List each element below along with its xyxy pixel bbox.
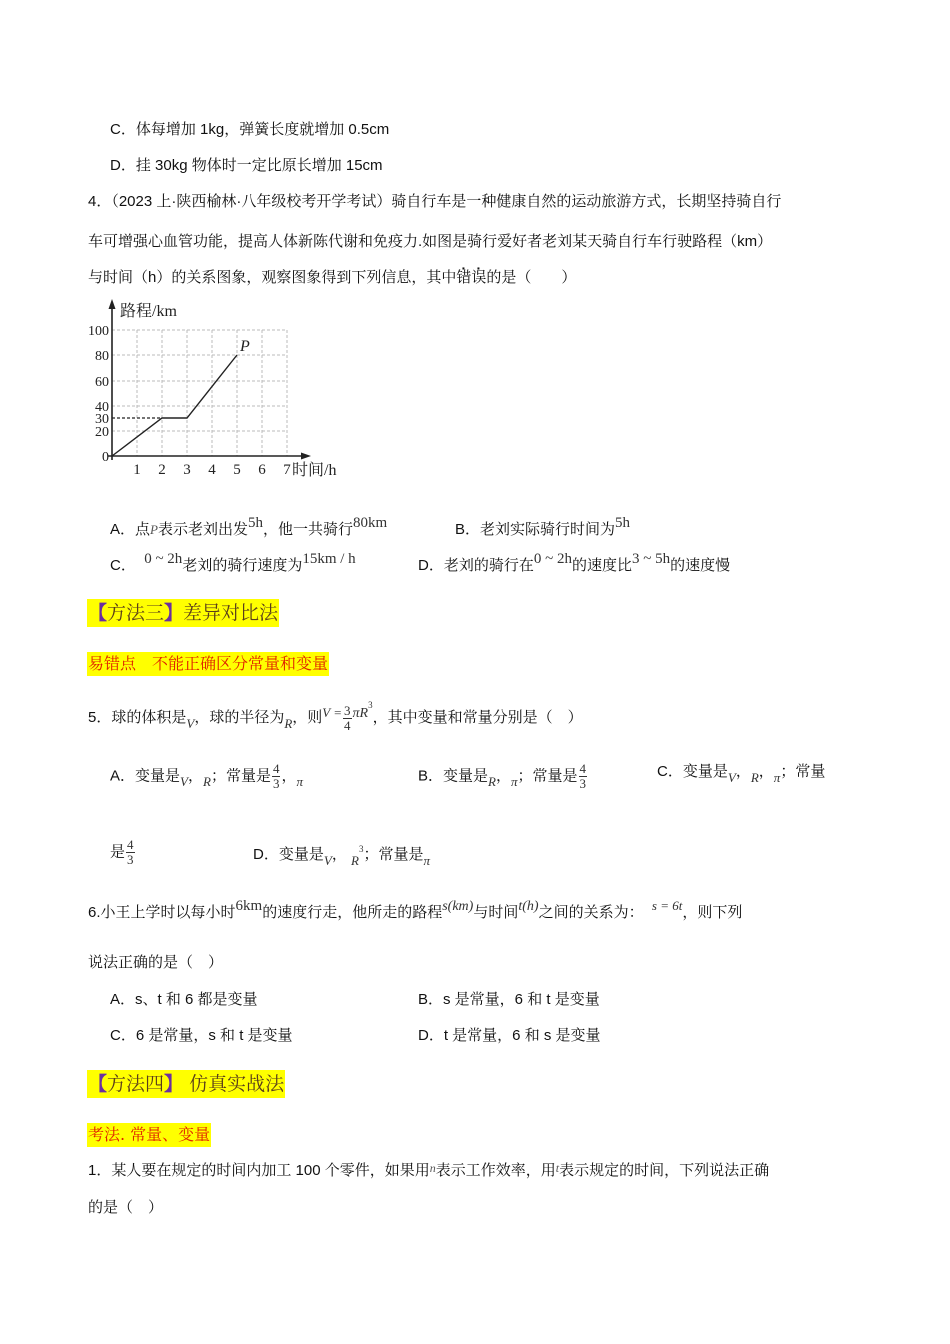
formula-rhs: πR bbox=[352, 706, 369, 721]
q4-option-b bbox=[455, 515, 631, 540]
q6-option-b bbox=[418, 990, 600, 1010]
fraction bbox=[579, 762, 588, 791]
option-text: 老刘的骑行在 bbox=[443, 557, 534, 574]
answer-blank: 的是（ ） bbox=[486, 269, 577, 286]
q6-stem-line2: 说法正确的是（ ） bbox=[88, 954, 224, 971]
option-text: ，他一共骑行 bbox=[263, 521, 354, 538]
exponent: 3 bbox=[368, 700, 373, 710]
separator: ， bbox=[735, 763, 751, 780]
math-expr: 5h bbox=[615, 515, 631, 531]
method-name: 方法四 bbox=[107, 1073, 165, 1095]
x-tick: 3 bbox=[183, 462, 191, 478]
q4-stem-line3 bbox=[88, 268, 576, 288]
math-const: π bbox=[296, 774, 303, 790]
question-text: 与时间 bbox=[473, 904, 519, 921]
x-tick: 1 bbox=[133, 462, 141, 478]
q6-stem-line1 bbox=[88, 898, 743, 924]
question-number: 6. bbox=[88, 904, 101, 921]
option-text: 变量是 bbox=[135, 767, 181, 785]
q5-option-b bbox=[418, 762, 588, 791]
y-tick: 40 bbox=[95, 400, 109, 415]
question-text: 小王上学时以每小时 bbox=[100, 904, 236, 921]
math-var: R bbox=[750, 770, 759, 785]
practice-q1-line2: 的是（ ） bbox=[88, 1199, 164, 1216]
denominator: 3 bbox=[127, 852, 134, 867]
math-var: n bbox=[429, 1161, 436, 1175]
option-label: B． bbox=[418, 991, 444, 1008]
sub-heading-error-point: 易错点 不能正确区分常量和变量 bbox=[87, 652, 329, 676]
option-label: D． bbox=[418, 557, 444, 574]
option-text: 挂 30kg 物体时一定比原长增加 15cm bbox=[135, 157, 383, 174]
option-text: s、t 和 6 都是变量 bbox=[135, 991, 258, 1008]
math-expr: 6km bbox=[235, 898, 263, 914]
bracket: 【 bbox=[88, 602, 108, 624]
question-number: 1． bbox=[88, 1162, 112, 1179]
option-text: 6 是常量，s 和 t 是变量 bbox=[135, 1027, 293, 1044]
option-text: 点 bbox=[135, 521, 151, 538]
q6-option-d bbox=[418, 1026, 601, 1046]
numerator: 4 bbox=[579, 761, 587, 776]
x-axis-label: 时间/h bbox=[292, 462, 337, 479]
q3-option-c bbox=[110, 120, 389, 140]
q4-stem-line1 bbox=[88, 192, 781, 212]
y-tick: 30 bbox=[95, 412, 109, 427]
option-label: A． bbox=[110, 991, 136, 1008]
chart-grid bbox=[112, 330, 287, 456]
option-text: ；常量 bbox=[780, 763, 826, 780]
y-axis-label: 路程/km bbox=[120, 303, 177, 320]
emphasis-char: 误 bbox=[471, 269, 487, 286]
question-text: ，则下列 bbox=[682, 904, 743, 921]
q5-option-c-continued bbox=[110, 838, 136, 867]
question-text: 与时间（h）的关系图象，观察图象得到下列信息，其中 bbox=[88, 269, 457, 286]
math-var: V bbox=[186, 716, 195, 731]
question-text: 表示规定的时间，下列说法正确 bbox=[559, 1162, 770, 1179]
option-label: D． bbox=[110, 157, 136, 174]
point-p-label: P bbox=[240, 338, 250, 355]
option-label: C． bbox=[657, 763, 683, 780]
section-heading-method-4 bbox=[87, 1070, 285, 1098]
y-tick: 80 bbox=[95, 349, 109, 364]
emphasis-char: 错 bbox=[456, 269, 472, 286]
math-var: R bbox=[284, 716, 293, 731]
fraction bbox=[126, 838, 135, 867]
question-text: 球的体积是 bbox=[111, 709, 187, 726]
sub-heading-exam-method: 考法. 常量、变量 bbox=[87, 1123, 211, 1147]
math-var: t bbox=[555, 1161, 560, 1175]
option-text: 是 bbox=[110, 843, 126, 861]
option-text: t 是常量，6 和 s 是变量 bbox=[443, 1027, 601, 1044]
option-label: B． bbox=[418, 767, 444, 785]
section-heading-method-3 bbox=[87, 599, 279, 627]
math-var: V bbox=[180, 774, 188, 790]
q4-option-a bbox=[110, 515, 388, 540]
method-name: 方法三 bbox=[107, 602, 165, 624]
math-var: V bbox=[323, 853, 332, 868]
y-tick-labels bbox=[88, 324, 109, 465]
question-number: 4． bbox=[88, 193, 112, 210]
option-text: 的速度比 bbox=[571, 557, 632, 574]
math-var: R bbox=[203, 774, 211, 790]
option-text: s 是常量，6 和 t 是变量 bbox=[443, 991, 600, 1008]
math-var: R bbox=[488, 774, 496, 790]
math-expr: 0 ~ 2h bbox=[144, 551, 183, 567]
y-tick: 60 bbox=[95, 375, 109, 390]
question-text: 某人要在规定的时间内加工 100 个零件，如果用 bbox=[111, 1162, 430, 1179]
option-label: A． bbox=[110, 767, 136, 785]
math-var: V bbox=[727, 770, 736, 785]
math-var: P bbox=[150, 522, 158, 537]
y-tick: 0 bbox=[102, 450, 109, 465]
x-tick: 6 bbox=[258, 462, 266, 478]
option-text: 的速度慢 bbox=[670, 557, 731, 574]
option-text: ；常量是 bbox=[517, 767, 578, 785]
exponent: 3 bbox=[358, 844, 364, 854]
denominator: 3 bbox=[272, 776, 280, 791]
q4-option-d bbox=[418, 551, 731, 576]
math-formula: s = 6t bbox=[651, 898, 683, 913]
math-expr: t(h) bbox=[518, 899, 539, 914]
option-label: A． bbox=[110, 521, 136, 538]
question-text: ，球的半径为 bbox=[194, 709, 285, 726]
x-tick: 4 bbox=[208, 462, 216, 478]
x-tick: 7 bbox=[283, 462, 291, 478]
q4-stem-line2: 车可增强心血管功能，提高人体新陈代谢和免疫力.如图是骑行爱好者老刘某天骑自行车行驶路程（km） bbox=[88, 233, 773, 250]
y-tick: 20 bbox=[95, 425, 109, 440]
question-text: 的速度行走，他所走的路程 bbox=[262, 904, 443, 921]
question-text: ，则 bbox=[292, 709, 323, 726]
option-label: C． bbox=[110, 557, 136, 574]
math-expr: 0 ~ 2h bbox=[533, 551, 572, 567]
option-label: D． bbox=[253, 846, 279, 863]
option-text: 变量是 bbox=[682, 763, 728, 780]
option-text: 变量是 bbox=[443, 767, 489, 785]
option-label: D． bbox=[418, 1027, 444, 1044]
q5-option-a bbox=[110, 762, 303, 791]
distance-time-chart bbox=[85, 295, 365, 485]
numerator: 4 bbox=[127, 837, 134, 852]
math-var: π bbox=[773, 770, 781, 785]
question-text: 表示工作效率，用 bbox=[435, 1162, 556, 1179]
math-expr: 80km bbox=[353, 515, 388, 531]
option-text: 表示老刘出发 bbox=[157, 521, 248, 538]
option-text: ；常量是 bbox=[210, 767, 271, 785]
option-text: 体每增加 1kg，弹簧长度就增加 0.5cm bbox=[135, 121, 390, 138]
separator: ， bbox=[187, 767, 203, 785]
x-tick: 2 bbox=[158, 462, 166, 478]
math-expr: 3 ~ 5h bbox=[632, 551, 671, 567]
separator: ， bbox=[758, 763, 774, 780]
math-var: R bbox=[351, 853, 359, 868]
q6-option-c bbox=[110, 1026, 293, 1046]
x-tick-labels bbox=[133, 462, 291, 478]
bracket: 】 bbox=[164, 602, 184, 624]
question-text: 骑自行车是一种健康自然的运动旅游方式，长期坚持骑自行 bbox=[391, 193, 782, 210]
option-label: C． bbox=[110, 1027, 136, 1044]
math-var: π bbox=[511, 774, 518, 790]
question-text: ，其中变量和常量分别是（ ） bbox=[372, 709, 583, 726]
math-const: π bbox=[423, 853, 430, 868]
numerator: 4 bbox=[272, 761, 280, 776]
practice-q1-line1 bbox=[88, 1161, 769, 1181]
method-title: 差异对比法 bbox=[183, 602, 279, 624]
option-text: ；常量是 bbox=[363, 846, 424, 863]
option-text: 变量是 bbox=[278, 846, 324, 863]
question-source: （2023 上·陕西榆林·八年级校考开学考试） bbox=[111, 193, 392, 210]
q5-stem bbox=[88, 700, 583, 733]
math-expr: s(km) bbox=[442, 899, 474, 914]
separator: ， bbox=[281, 767, 297, 785]
denominator: 4 bbox=[344, 717, 351, 733]
question-number: 5． bbox=[88, 709, 112, 726]
question-text: 之间的关系为： bbox=[538, 904, 644, 921]
option-label: B． bbox=[455, 521, 481, 538]
denominator: 3 bbox=[579, 776, 587, 791]
bracket: 】 bbox=[164, 1073, 184, 1095]
q4-option-c bbox=[110, 551, 356, 576]
fraction bbox=[272, 762, 281, 791]
y-tick: 100 bbox=[88, 324, 109, 339]
formula-lhs: V = bbox=[322, 705, 343, 720]
formula-fraction bbox=[343, 704, 352, 733]
numerator: 3 bbox=[344, 702, 351, 718]
math-expr: 15km / h bbox=[302, 551, 356, 567]
q6-option-a bbox=[110, 990, 258, 1010]
separator: ， bbox=[495, 767, 511, 785]
separator: ， bbox=[331, 846, 347, 863]
option-label: C． bbox=[110, 121, 136, 138]
bracket: 【 bbox=[88, 1073, 108, 1095]
option-text: 老刘的骑行速度为 bbox=[182, 557, 303, 574]
q5-option-c bbox=[657, 762, 826, 785]
method-title: 仿真实战法 bbox=[189, 1073, 285, 1095]
q3-option-d bbox=[110, 156, 383, 176]
math-expr: 5h bbox=[248, 515, 263, 531]
option-text: 老刘实际骑行时间为 bbox=[480, 521, 616, 538]
q5-option-d bbox=[253, 840, 430, 868]
x-tick: 5 bbox=[233, 462, 241, 478]
